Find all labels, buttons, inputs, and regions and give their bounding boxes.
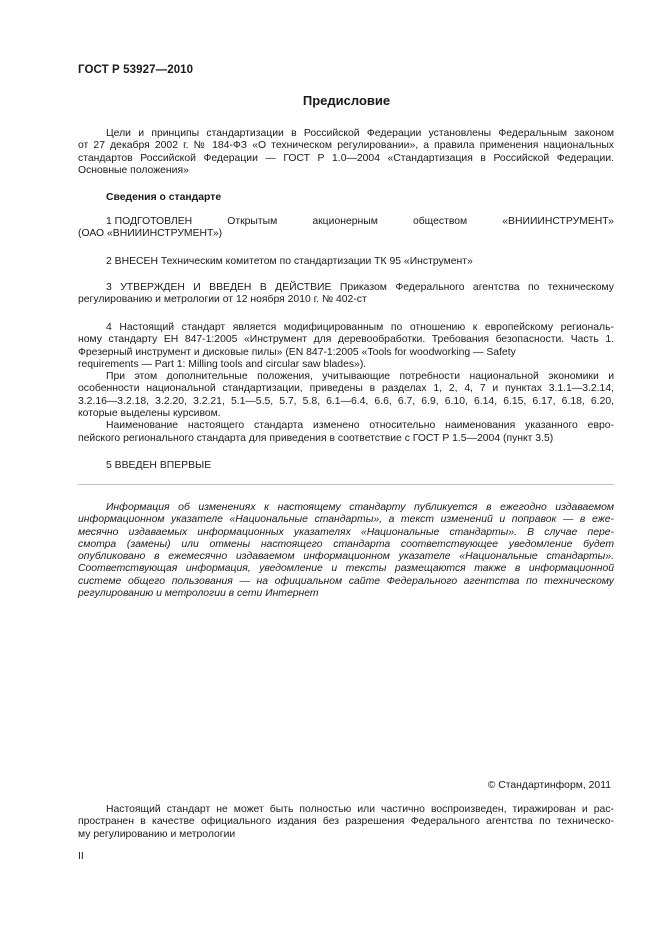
copyright-notice: © Стандартинформ, 2011: [487, 780, 611, 791]
page-title: Предисловие: [302, 93, 391, 108]
notice-line-8: регулированию и метрологии в сети Интернет: [78, 588, 319, 600]
item-2-line-1: 2 ВНЕСЕН Техническим комитетом по стандартизации ТК 95 «Инструмент»: [106, 256, 473, 267]
page-number: II: [78, 851, 84, 862]
item-4: [78, 322, 614, 445]
section-heading: Сведения о стандарте: [106, 192, 222, 203]
item-3: [78, 282, 614, 307]
item-3-line-2: регулированию и метрологии от 12 ноября 2010 г. № 402-ст: [78, 294, 367, 306]
item-4-line-10: пейского регионального стандарта для приведения в соответствие с ГОСТ Р 1.5—2004 (пункт 3.5): [78, 432, 554, 444]
item-4-line-5: При этом дополнительные положения, учитывающие потребности национальной экономики и: [106, 371, 614, 383]
item-4-line-6: особенности национальной стандартизации, приведены в разделах 1, 2, 4, 7 и пунктах 3.1.1—3.2.14,: [78, 383, 614, 395]
item-2: [78, 256, 614, 268]
notice-line-2: информационном указателе «Национальные стандарты», а текст изменений и поправок — в еже-: [78, 514, 614, 526]
intro-line-3: стандартов Российской Федерации — ГОСТ Р 1.0—2004 «Стандартизация в Российской Федерации.: [78, 152, 614, 164]
item-4-line-3: [78, 347, 614, 359]
document-code-header: ГОСТ Р 53927—2010: [78, 64, 194, 76]
notice-line-1: Информация об изменениях к настоящему стандарту публикуется в ежегодно издаваемом: [106, 502, 614, 513]
item-4-line-8: которые выделены курсивом.: [78, 408, 221, 420]
notice-line-7: системе общего пользования — на официальном сайте Федерального агентства по техническому: [78, 575, 614, 587]
item-1-word-4: обществом: [412, 216, 468, 227]
intro-line-1: Цели и принципы стандартизации в Российской Федерации установлены Федеральным законом: [106, 128, 614, 139]
intro-line-2: от 27 декабря 2002 г. № 184-ФЗ «О техническом регулировании», а правила применения национальных: [78, 140, 614, 152]
item-1-line-1: [78, 216, 614, 228]
footer-line-1: Настоящий стандарт не может быть полностью или частично воспроизведен, тиражирован и рас-: [106, 804, 614, 815]
intro-line-4: Основные положения»: [78, 164, 189, 176]
notice-line-3: месячно издаваемых информационных указателях «Национальные стандарты». В случае пере-: [78, 526, 614, 538]
notice-line-6: Соответствующая информация, уведомление и тексты размещаются также в информационной: [78, 563, 614, 575]
notice-paragraph: [78, 502, 614, 600]
item-4-line-1: 4 Настоящий стандарт является модифицированным по отношению к европейскому региональ-: [106, 322, 614, 333]
notice-line-5: опубликовано в ежемесячно издаваемом информационном указателе «Национальные стандарты».: [78, 551, 614, 563]
item-1: [78, 216, 614, 241]
item-1-word-1: 1 ПОДГОТОВЛЕН: [106, 216, 193, 227]
item-3-line-1: 3 УТВЕРЖДЕН И ВВЕДЕН В ДЕЙСТВИЕ Приказом Федерального агентства по техническому: [106, 282, 614, 293]
item-5-line-1: 5 ВВЕДЕН ВПЕРВЫЕ: [106, 460, 212, 471]
item-4-line-2: ному стандарту ЕН 847-1:2005 «Инструмент для деревообработки. Требования безопасности. Часть 1.: [78, 334, 614, 346]
item-4-line-7: 3.2.16—3.2.18, 3.2.20, 3.2.21, 5.1—5.5, 5.7, 5.8, 6.1—6.4, 6.6, 6.7, 6.9, 6.10, 6.14, 6.15, 6.17, 6.18, 6.20,: [78, 395, 614, 407]
item-5: [78, 460, 614, 472]
footer-paragraph: [78, 804, 614, 841]
item-1-word-5: «ВНИИИНСТРУМЕНТ»: [502, 216, 614, 227]
footer-line-2: пространен в качестве официального издания без разрешения Федерального агентства по техническо-: [78, 816, 614, 828]
item-4-line-3-text: Фрезерный инструмент и дисковые пилы» (EN 847-1:2005 «Tools for woodworking — Safety: [78, 346, 516, 358]
item-1-word-2: Открытым: [227, 216, 278, 227]
intro-paragraph: [78, 128, 614, 177]
item-1-line-2: (ОАО «ВНИИИНСТРУМЕНТ»): [78, 228, 223, 240]
item-4-line-9: Наименование настоящего стандарта изменено относительно наименования указанного евро-: [106, 420, 614, 432]
footer-line-3: му регулированию и метрологии: [78, 828, 236, 840]
item-1-word-3: акционерным: [312, 216, 378, 227]
section-divider: [78, 484, 614, 485]
notice-line-4: смотра (замены) или отмены настоящего стандарта соответствующее уведомление будет: [78, 538, 614, 550]
item-4-line-4: requirements — Part 1: Milling tools and circular saw blades»).: [78, 358, 367, 370]
